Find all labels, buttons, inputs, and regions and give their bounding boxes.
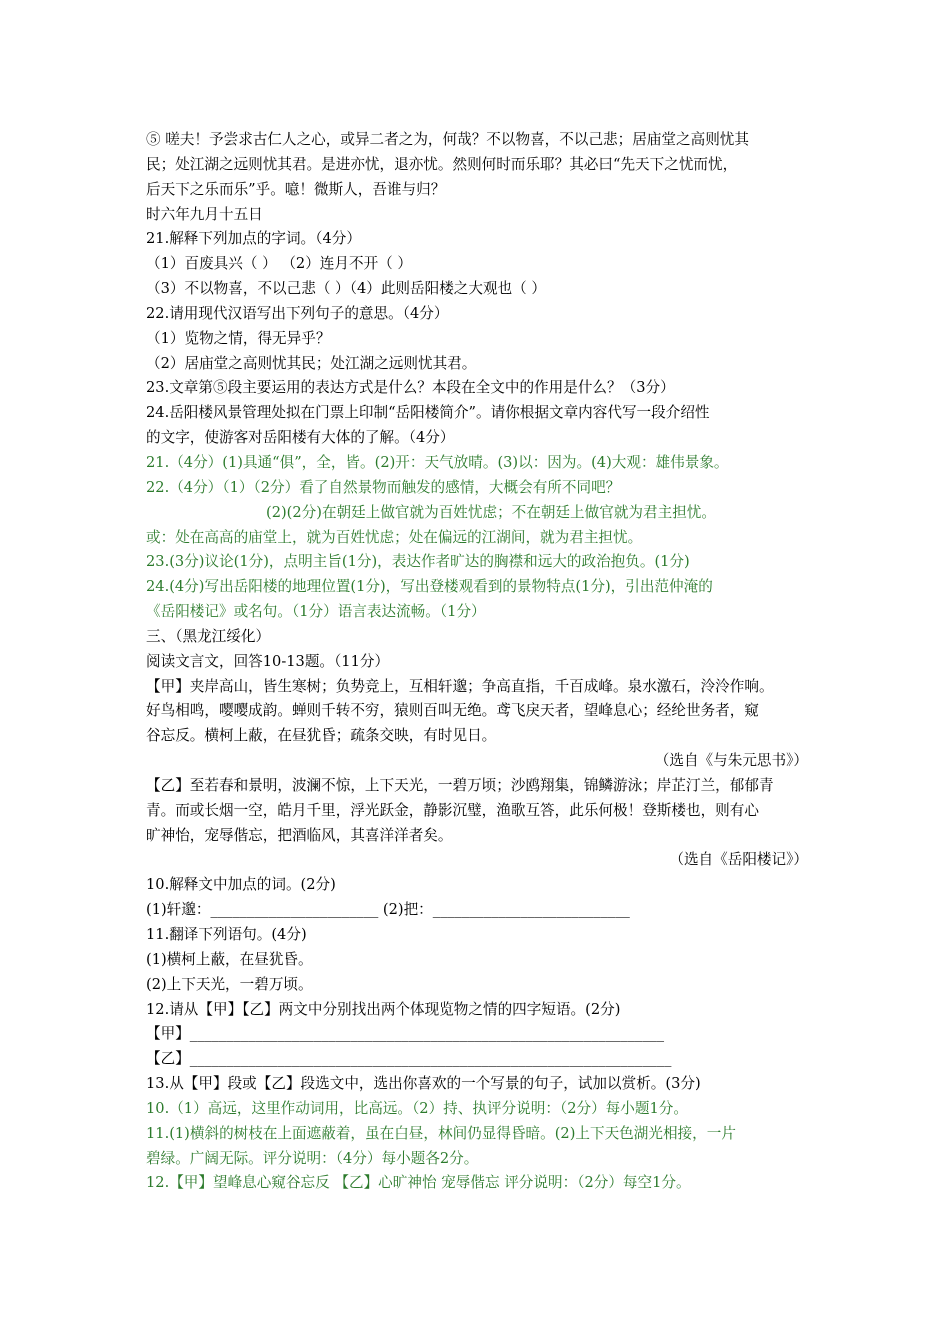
text-line: 青。而或长烟一空，皓月千里，浮光跃金，静影沉璧，渔歌互答，此乐何极！登斯楼也，则有心 xyxy=(146,801,759,819)
text-line: 民；处江湖之远则忧其君。是进亦忧，退亦忧。然则何时而乐耶？其必曰“先天下之忧而忧， xyxy=(146,155,738,173)
answer-line: 22.（4分）（1）（2分）看了自然景物而触发的感情，大概会有所不同吧？ xyxy=(146,478,621,496)
text-line: 21.解释下列加点的字词。（4分） xyxy=(146,230,361,248)
text-line: (1)横柯上蔽，在昼犹昏。 xyxy=(146,950,313,968)
text-line: 24.岳阳楼风景管理处拟在门票上印制“岳阳楼简介”。请你根据文章内容代写一段介绍性 xyxy=(146,404,710,422)
text-line: 【甲】夹岸高山，皆生寒树；负势竞上，互相轩邈；争高直指，千百成峰。泉水激石，泠泠作响。 xyxy=(146,677,774,695)
text-line: （选自《岳阳楼记》） xyxy=(669,851,808,869)
text-line: 时六年九月十五日 xyxy=(146,205,263,223)
text-line: 23.文章第⑤段主要运用的表达方式是什么？本段在全文中的作用是什么？（3分） xyxy=(146,379,675,397)
text-line: （1）览物之情，得无异乎？ xyxy=(146,329,331,347)
text-line: 10.解释文中加点的词。(2分) xyxy=(146,876,336,894)
text-line: （选自《与朱元思书》） xyxy=(654,752,808,770)
text-line: 旷神怡，宠辱偕忘，把酒临风，其喜洋洋者矣。 xyxy=(146,826,453,844)
answer-line: 或：处在高高的庙堂上，就为百姓忧虑；处在偏远的江湖间，就为君主担忧。 xyxy=(146,528,643,546)
text-line: 的文字，使游客对岳阳楼有大体的了解。（4分） xyxy=(146,429,455,447)
answer-line: 11.(1)横斜的树枝在上面遮蔽着，虽在白昼，林间仍显得昏暗。(2)上下天色湖光相接，一片 xyxy=(146,1124,736,1142)
answer-line: 12.【甲】望峰息心窥谷忘反 【乙】心旷神怡 宠辱偕忘 评分说明：（2分）每空1分。 xyxy=(146,1174,691,1192)
text-line: 三、（黑龙江绥化） xyxy=(146,627,271,645)
document-page xyxy=(146,128,814,1196)
text-line: 【甲】_________________________________________________________________ xyxy=(146,1025,665,1043)
answer-line: 10.（1）高远，这里作动词用，比高远。（2）持、执评分说明：（2分）每小题1分。 xyxy=(146,1099,688,1117)
text-line: 【乙】__________________________________________________________________ xyxy=(146,1050,672,1068)
text-line: （1）百废具兴（ ） （2）连月不开（ ） xyxy=(146,255,412,273)
text-line: 好鸟相鸣，嘤嘤成韵。蝉则千转不穷，猿则百叫无绝。鸢飞戾天者，望峰息心；经纶世务者，窥 xyxy=(146,702,759,720)
text-line: ⑤ 嗟夫！予尝求古仁人之心，或异二者之为，何哉？不以物喜，不以己悲；居庙堂之高则忧其 xyxy=(146,131,749,148)
text-line: 13.从【甲】段或【乙】段选文中，选出你喜欢的一个写景的句子，试加以赏析。(3分) xyxy=(146,1075,701,1093)
answer-line: (2)(2分)在朝廷上做官就为百姓忧虑；不在朝廷上做官就为君主担忧。 xyxy=(266,503,716,521)
answer-line: 《岳阳楼记》或名句。（1分）语言表达流畅。（1分） xyxy=(146,603,486,621)
text-line: 阅读文言文，回答10-13题。（11分） xyxy=(146,652,390,670)
text-line: (2)上下天光，一碧万顷。 xyxy=(146,975,313,993)
text-line: (1)轩邈：_______________________ (2)把：___________________________ xyxy=(146,901,630,919)
answer-line: 21.（4分）(1)具通“俱”，全，皆。(2)开：天气放晴。(3)以：因为。(4)大观：雄伟景象。 xyxy=(146,453,729,471)
text-line: 11.翻译下列语句。(4分) xyxy=(146,926,307,943)
text-line: （3）不以物喜，不以己悲（ ）（4）此则岳阳楼之大观也（ ） xyxy=(146,280,546,298)
answer-line: 24.(4分)写出岳阳楼的地理位置(1分)，写出登楼观看到的景物特点(1分)，引出范仲淹的 xyxy=(146,578,713,596)
answer-line: 23.(3分)议论(1分)，点明主旨(1分)，表达作者旷达的胸襟和远大的政治抱负。(1分) xyxy=(146,553,690,571)
text-line: 12.请从【甲】【乙】两文中分别找出两个体现览物之情的四字短语。(2分) xyxy=(146,1000,621,1018)
answer-line: 碧绿。广阔无际。评分说明：（4分）每小题各2分。 xyxy=(146,1149,479,1167)
text-line: （2）居庙堂之高则忧其民；处江湖之远则忧其君。 xyxy=(146,354,477,372)
text-line: 谷忘反。横柯上蔽，在昼犹昏；疏条交映，有时见日。 xyxy=(146,727,497,745)
text-line: 22.请用现代汉语写出下列句子的意思。（4分） xyxy=(146,304,449,322)
text-line: 后天下之乐而乐”乎。噫！微斯人，吾谁与归？ xyxy=(146,180,446,198)
text-line: 【乙】至若春和景明，波澜不惊，上下天光，一碧万顷；沙鸥翔集，锦鳞游泳；岸芷汀兰，郁郁青 xyxy=(146,776,774,794)
